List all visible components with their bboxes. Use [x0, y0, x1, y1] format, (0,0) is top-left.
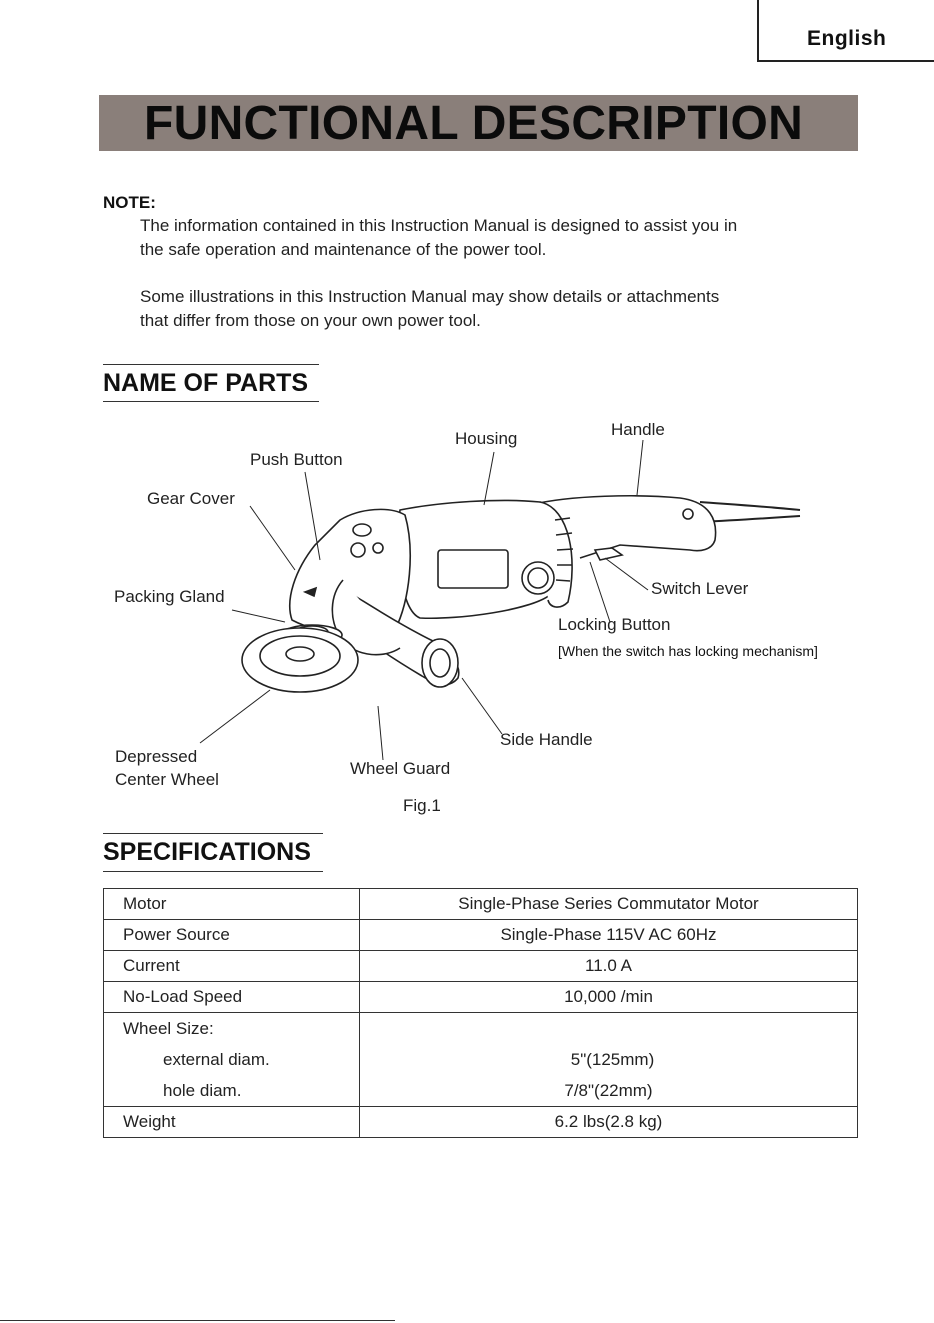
figure-1	[100, 410, 890, 830]
spec-sublabel: hole diam.	[163, 1081, 242, 1100]
spec-value: 6.2 lbs(2.8 kg)	[360, 1107, 858, 1138]
parts-bottom-rule	[103, 401, 319, 402]
label-push-button: Push Button	[250, 450, 343, 469]
spec-sublabel: external diam.	[163, 1050, 270, 1069]
specs-heading: SPECIFICATIONS	[103, 838, 311, 866]
note-p2-line1: Some illustrations in this Instruction Manual may show details or attachments	[140, 287, 720, 306]
note-p1-line2: the safe operation and maintenance of the power tool.	[140, 240, 547, 259]
note-label: NOTE:	[103, 193, 156, 212]
table-row	[104, 1107, 858, 1138]
label-wheel-guard: Wheel Guard	[350, 759, 451, 778]
label-depressed-line2: Center Wheel	[115, 770, 219, 789]
figure-caption: Fig.1	[403, 796, 441, 815]
spec-label: Wheel Size:	[123, 1019, 214, 1038]
spec-label: Motor	[104, 889, 360, 920]
spec-value: 7/8"(22mm)	[564, 1081, 653, 1100]
footer-rule	[0, 1320, 395, 1321]
note-paragraph-1	[140, 214, 737, 262]
spec-value-group	[360, 1013, 858, 1107]
label-depressed-line1: Depressed	[115, 747, 198, 766]
note-p2-line2: that differ from those on your own power tool.	[140, 311, 481, 330]
spec-label: Current	[104, 951, 360, 982]
table-row	[104, 951, 858, 982]
label-packing-gland: Packing Gland	[114, 587, 225, 606]
table-row	[104, 982, 858, 1013]
title-bar	[99, 95, 858, 151]
page-title: FUNCTIONAL DESCRIPTION	[144, 97, 804, 150]
spec-value: Single-Phase 115V AC 60Hz	[360, 920, 858, 951]
spec-value: 11.0 A	[360, 951, 858, 982]
specs-bottom-rule	[103, 871, 323, 872]
label-locking-button: Locking Button	[558, 615, 671, 634]
table-row	[104, 920, 858, 951]
label-handle: Handle	[611, 420, 665, 439]
label-housing: Housing	[455, 429, 518, 448]
parts-top-rule	[103, 364, 319, 365]
label-side-handle: Side Handle	[500, 730, 593, 749]
table-row	[104, 1013, 858, 1107]
label-gear-cover: Gear Cover	[147, 489, 235, 508]
table-row	[104, 889, 858, 920]
angle-grinder-illustration	[100, 410, 890, 830]
spec-value: Single-Phase Series Commutator Motor	[360, 889, 858, 920]
spec-value: 5"(125mm)	[570, 1050, 655, 1069]
label-switch-lever: Switch Lever	[651, 579, 749, 598]
specifications-table	[103, 888, 858, 1138]
parts-heading: NAME OF PARTS	[103, 369, 309, 397]
spec-label-group	[104, 1013, 360, 1107]
spec-label: Weight	[104, 1107, 360, 1138]
specs-top-rule	[103, 833, 323, 834]
spec-label: Power Source	[104, 920, 360, 951]
note-p1-line1: The information contained in this Instruction Manual is designed to assist you in	[140, 216, 738, 235]
language-tab	[757, 0, 934, 62]
language-label: English	[807, 27, 887, 50]
spec-label: No-Load Speed	[104, 982, 360, 1013]
spec-value: 10,000 /min	[360, 982, 858, 1013]
note-paragraph-2	[140, 285, 719, 333]
label-locking-note: [When the switch has locking mechanism]	[558, 643, 818, 659]
